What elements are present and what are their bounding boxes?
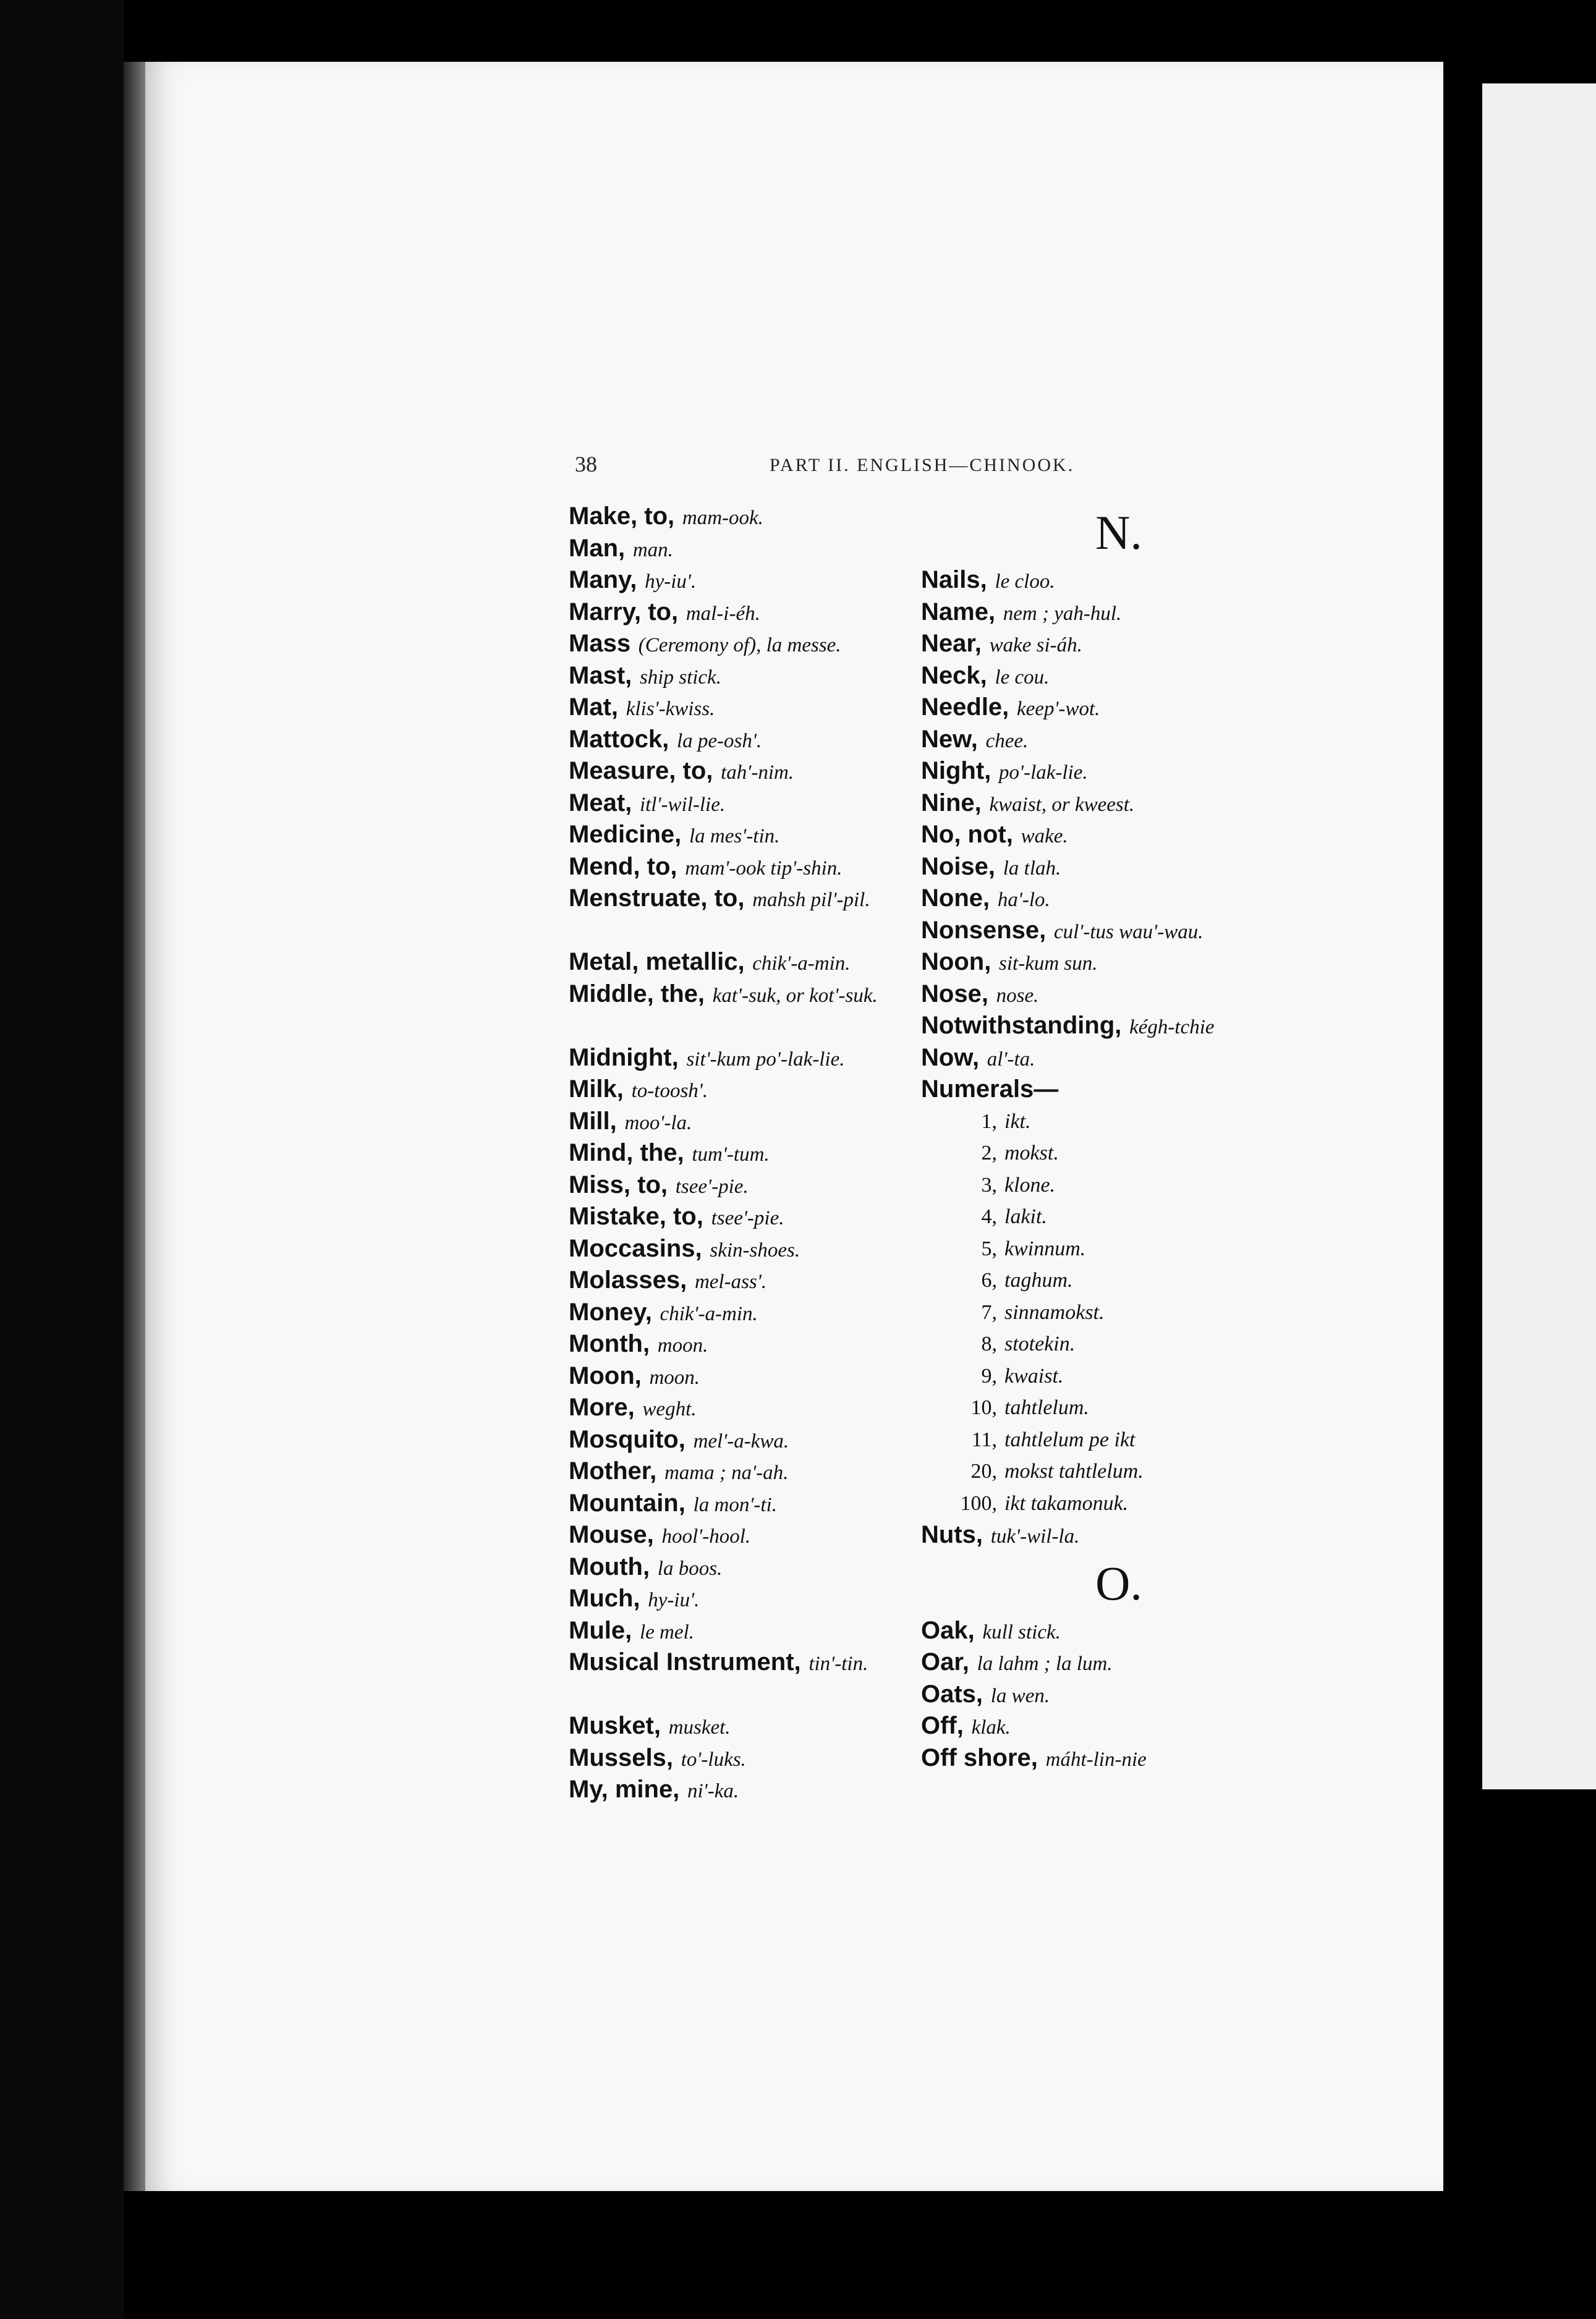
section-letter-o: O.: [1095, 1556, 1142, 1610]
dictionary-entry: Oak, kull stick.: [921, 1616, 1061, 1644]
dictionary-entry: Medicine, la mes'-tin.: [569, 821, 780, 848]
numeral-row: 1, ikt.: [981, 1109, 1031, 1133]
dictionary-entry: Mule, le mel.: [569, 1616, 694, 1644]
dictionary-entry: Name, nem ; yah-hul.: [921, 598, 1122, 625]
left-column: [569, 501, 927, 1806]
dictionary-entry: Mother, mama ; na'-ah.: [569, 1457, 789, 1485]
numeral-row: 9, kwaist.: [981, 1364, 1064, 1388]
numeral-row: 4, lakit.: [981, 1205, 1047, 1228]
dictionary-entry: Mill, moo'-la.: [569, 1107, 692, 1135]
dictionary-entry: Much, hy-iu'.: [569, 1585, 700, 1612]
dictionary-entry: Nuts, tuk'-wil-la.: [921, 1521, 1080, 1548]
dictionary-entry: Nonsense, cul'-tus wau'-wau.: [921, 916, 1203, 944]
numeral-row: 100, ikt takamonuk.: [960, 1491, 1129, 1515]
dictionary-entry: Measure, to, tah'-nim.: [569, 757, 794, 784]
dictionary-entry: Mast, ship stick.: [569, 661, 721, 689]
scan-border-left: [0, 0, 124, 2319]
dictionary-entry: Mountain, la mon'-ti.: [569, 1489, 777, 1517]
dictionary-entry: Milk, to-toosh'.: [569, 1075, 708, 1103]
numeral-row: 7, sinnamokst.: [981, 1300, 1105, 1324]
dictionary-entry: New, chee.: [921, 725, 1029, 753]
numeral-row: 10, tahtlelum.: [970, 1396, 1089, 1419]
dictionary-entry: Notwithstanding, kégh-tchie: [921, 1012, 1215, 1039]
dictionary-entry: Midnight, sit'-kum po'-lak-lie.: [569, 1043, 845, 1071]
facing-page-edge: [1482, 83, 1596, 1789]
dictionary-entry: Mosquito, mel'-a-kwa.: [569, 1425, 789, 1453]
dictionary-entry: Molasses, mel-ass'.: [569, 1266, 767, 1294]
numeral-row: 3, klone.: [981, 1173, 1056, 1197]
dictionary-entry: More, weght.: [569, 1394, 697, 1421]
dictionary-entry: Many, hy-iu'.: [569, 566, 697, 593]
dictionary-entry: Nails, le cloo.: [921, 566, 1055, 593]
dictionary-entry: Metal, metallic, chik'-a-min.: [569, 948, 851, 975]
dictionary-entry: Man, man.: [569, 534, 673, 562]
dictionary-entry: Mouth, la boos.: [569, 1553, 723, 1580]
dictionary-entry: Month, moon.: [569, 1330, 708, 1357]
dictionary-entry: Nine, kwaist, or kweest.: [921, 789, 1135, 816]
numeral-row: 5, kwinnum.: [981, 1237, 1086, 1260]
dictionary-entry: Mussels, to'-luks.: [569, 1744, 746, 1771]
dictionary-entry: Mouse, hool'-hool.: [569, 1521, 751, 1548]
dictionary-entry: Money, chik'-a-min.: [569, 1298, 758, 1326]
numeral-row: 2, mokst.: [981, 1142, 1059, 1164]
page-gutter-shadow: [124, 62, 148, 2191]
dictionary-entry: Musical Instrument, tin'-tin.: [569, 1648, 868, 1676]
running-title: PART II. ENGLISH—CHINOOK.: [770, 455, 1075, 475]
dictionary-entry: Near, wake si-áh.: [921, 630, 1082, 657]
dictionary-entry: Noise, la tlah.: [921, 852, 1061, 880]
numeral-row: 20, mokst tahtlelum.: [970, 1460, 1144, 1483]
dictionary-entry: Now, al'-ta.: [921, 1043, 1035, 1071]
dictionary-entry: Nose, nose.: [921, 980, 1039, 1007]
dictionary-entry: Mend, to, mam'-ook tip'-shin.: [569, 852, 843, 880]
dictionary-entry: Musket, musket.: [569, 1712, 731, 1739]
dictionary-entry: Middle, the, kat'-suk, or kot'-suk.: [569, 980, 878, 1007]
dictionary-entry: Night, po'-lak-lie.: [921, 757, 1088, 784]
running-header: [575, 451, 1193, 488]
section-letter-n: N.: [1095, 506, 1142, 559]
dictionary-entry: Moccasins, skin-shoes.: [569, 1234, 800, 1262]
dictionary-entry: Neck, le cou.: [921, 661, 1050, 689]
dictionary-entry: Mat, klis'-kwiss.: [569, 693, 715, 721]
page-number: 38: [575, 452, 597, 477]
numeral-row: 11, tahtlelum pe ikt: [971, 1428, 1135, 1451]
dictionary-entry: Menstruate, to, mahsh pil'-pil.: [569, 884, 870, 912]
dictionary-entry: Numerals—: [921, 1075, 1059, 1103]
numeral-row: 6, taghum.: [981, 1269, 1073, 1292]
dictionary-entry: Marry, to, mal-i-éh.: [569, 598, 760, 625]
numeral-row: 8, stotekin.: [981, 1333, 1076, 1355]
dictionary-entry: Mind, the, tum'-tum.: [569, 1139, 770, 1166]
dictionary-entry: Oats, la wen.: [921, 1680, 1050, 1708]
dictionary-entry: Meat, itl'-wil-lie.: [569, 789, 726, 816]
dictionary-entry: Off, klak.: [921, 1712, 1011, 1739]
dictionary-entry: My, mine, ni'-ka.: [569, 1776, 739, 1803]
dictionary-entry: Needle, keep'-wot.: [921, 693, 1100, 721]
dictionary-entry: Moon, moon.: [569, 1362, 700, 1389]
dictionary-entry: None, ha'-lo.: [921, 884, 1050, 912]
dictionary-entry: Mattock, la pe-osh'.: [569, 725, 762, 753]
dictionary-entry: Mistake, to, tsee'-pie.: [569, 1203, 784, 1230]
dictionary-entry: Miss, to, tsee'-pie.: [569, 1171, 749, 1198]
right-column: [921, 501, 1317, 1774]
dictionary-entry: Noon, sit-kum sun.: [921, 948, 1098, 975]
dictionary-entry: Make, to, mam-ook.: [569, 502, 763, 530]
dictionary-entry: Off shore, máht-lin-nie: [921, 1744, 1147, 1771]
dictionary-entry: Mass (Ceremony of), la messe.: [569, 630, 841, 657]
dictionary-entry: Oar, la lahm ; la lum.: [921, 1648, 1113, 1676]
dictionary-entry: No, not, wake.: [921, 821, 1068, 848]
